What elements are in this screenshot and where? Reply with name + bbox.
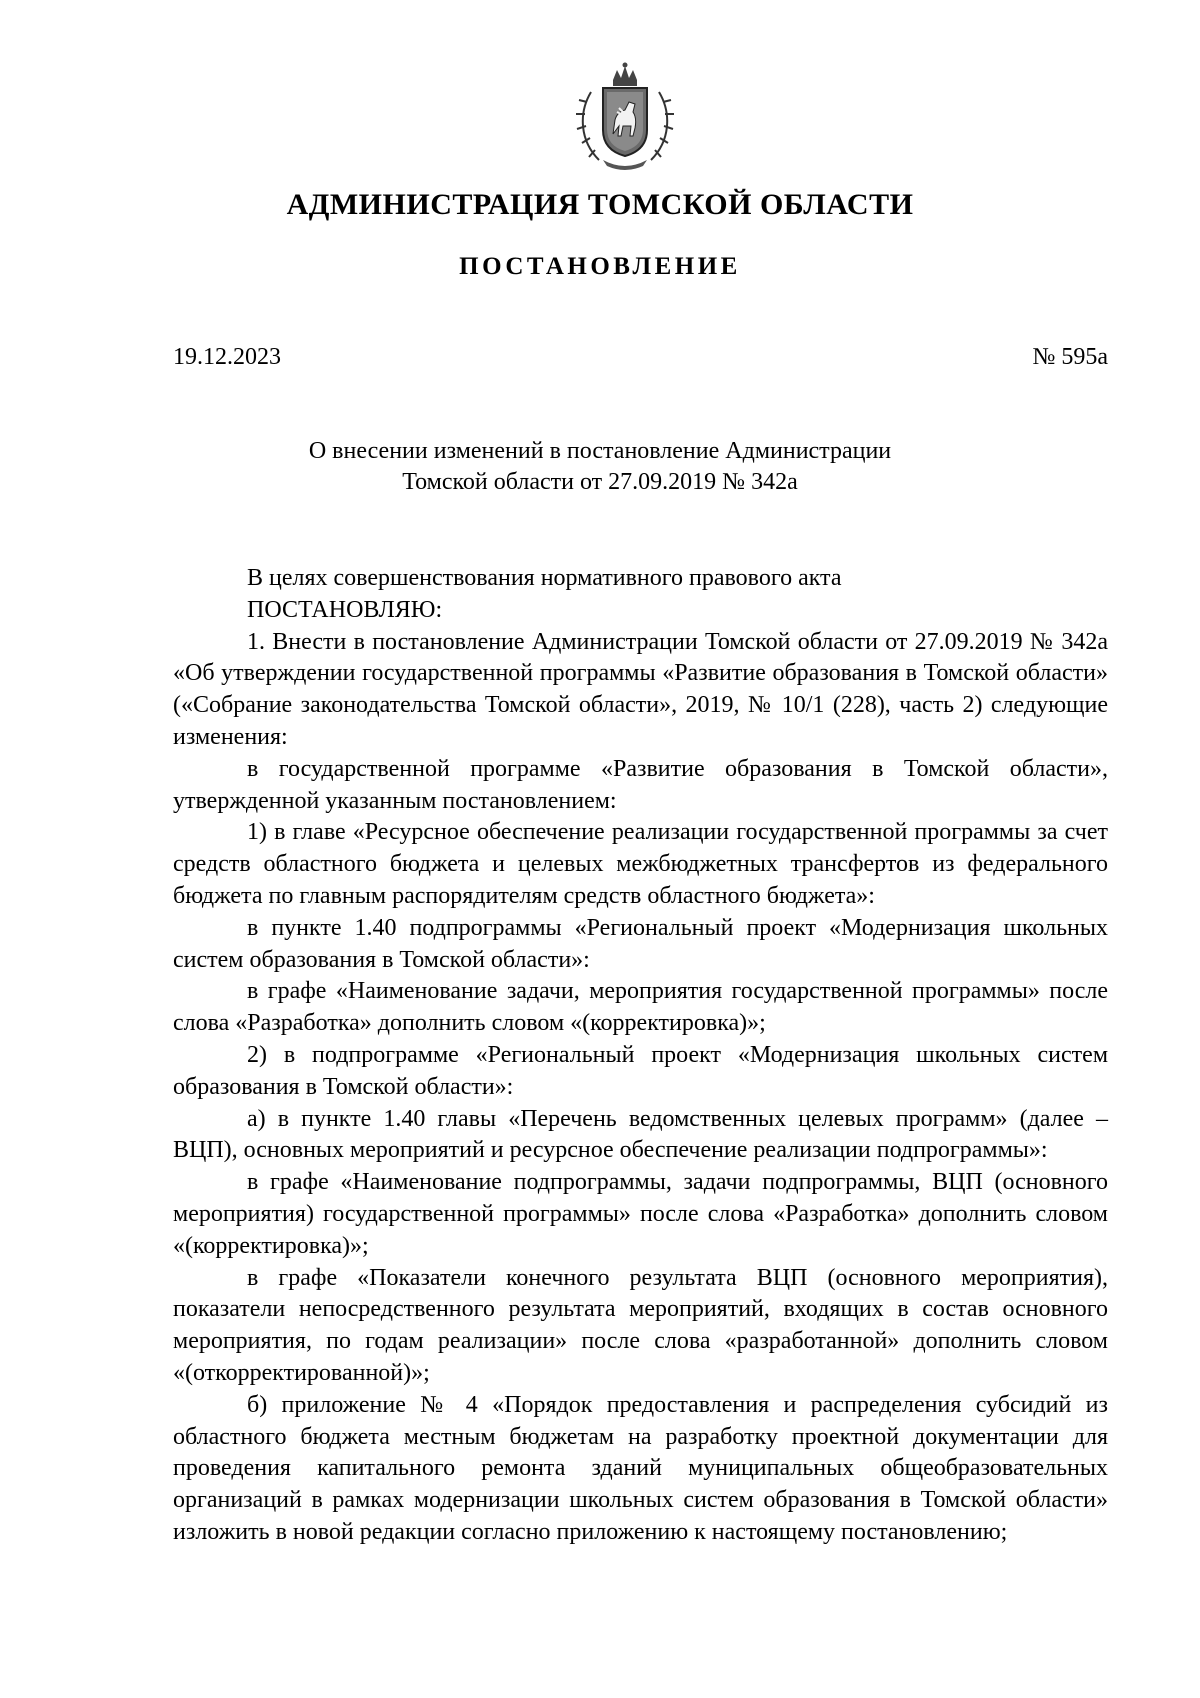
document-subject <box>0 436 1200 498</box>
body-paragraph: 2) в подпрограмме «Региональный проект «Модернизация школьных систем образования в Томской области»: <box>173 1041 1108 1100</box>
tomsk-coat-of-arms-icon <box>573 62 677 172</box>
organization-title: АДМИНИСТРАЦИЯ ТОМСКОЙ ОБЛАСТИ <box>286 188 914 221</box>
document-body <box>173 563 1108 1549</box>
body-paragraph: в графе «Наименование задачи, мероприятия государственной программы» после слова «Разработка» дополнить словом «(корректировка)»; <box>173 978 1108 1037</box>
body-paragraph: в государственной программе «Развитие образования в Томской области», утвержденной указанным постановлением: <box>173 755 1108 814</box>
subject-line-1: О внесении изменений в постановление Администрации <box>308 438 892 464</box>
decree-word: ПОСТАНОВЛЯЮ: <box>247 596 443 623</box>
body-paragraph: 1. Внести в постановление Администрации Томской области от 27.09.2019 № 342а «Об утверждении государственной программы «Развитие образования в Томской области» («Собрание законодательства Томской области», 2019, № 10/1 (228), часть 2) следующие изменения: <box>173 628 1108 750</box>
body-paragraph: в графе «Показатели конечного результата ВЦП (основного мероприятия), показатели непосредственного результата мероприятий, входящих в состав основного мероприятия, по годам реализации» после слова «разработанной» дополнить словом «(откорректированной)»; <box>173 1264 1108 1386</box>
body-paragraph: 1) в главе «Ресурсное обеспечение реализации государственной программы за счет средств областного бюджета и целевых межбюджетных трансфертов из федерального бюджета по главным распорядителям средств областного бюджета»: <box>173 819 1108 909</box>
document-number: № 595а <box>1032 344 1108 370</box>
body-paragraph: В целях совершенствования нормативного правового акта <box>247 565 842 591</box>
body-paragraph: б) приложение № 4 «Порядок предоставления и распределения субсидий из областного бюджета местным бюджетам на разработку проектной документации для проведения капитального ремонта зданий муниципальных общеобразовательных организаций в рамках модернизации школьных систем образования в Томской области» изложить в новой редакции согласно приложению к настоящему постановлению; <box>173 1391 1108 1545</box>
document-date: 19.12.2023 <box>173 344 281 370</box>
document-type-heading: ПОСТАНОВЛЕНИЕ <box>459 253 741 280</box>
subject-line-2: Томской области от 27.09.2019 № 342а <box>402 469 798 495</box>
body-paragraph: в графе «Наименование подпрограммы, задачи подпрограммы, ВЦП (основного мероприятия) государственной программы» после слова «Разработка» дополнить словом «(корректировка)»; <box>173 1169 1108 1259</box>
body-paragraph: в пункте 1.40 подпрограммы «Региональный проект «Модернизация школьных систем образования в Томской области»: <box>173 914 1108 973</box>
body-paragraph: а) в пункте 1.40 главы «Перечень ведомственных целевых программ» (далее – ВЦП), основных мероприятий и ресурсное обеспечение реализации подпрограммы»: <box>173 1105 1108 1164</box>
date-number-line <box>173 344 1108 371</box>
